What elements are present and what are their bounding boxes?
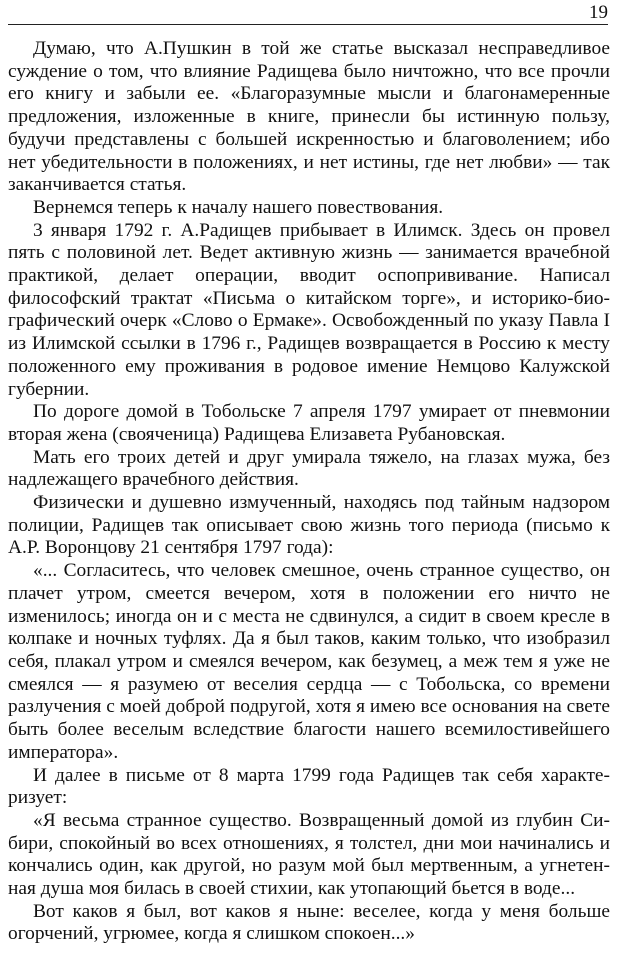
paragraph-letter-quote-1797: «... Согласитесь, что человек смешное, очень странное существо, он плачет утром, смеется вечером, хотя в положении его ничто не изменилось; иногда он и с места не сдвинулся, а сидит в своем кресле в колпаке и ночных туфлях. Да я был таков, каким только, что изобразил себя, плакал утром и смеялся вечером, как безумец, а меж тем я уже не смеялся — я разумею от веселия сердца — с Тобольска, со времени разлучения с моей доброй подругой, хотя я имею все основания на свете быть более веселым вследствие благости нашего всемилостивейшего императора». — [8, 560, 610, 763]
header-rule — [8, 24, 608, 25]
paragraph-letter-quote-ending: Вот каков я был, вот каков я ныне: веселее, когда у меня больше огорчений, угрюмее, когда я слишком спокоен...» — [8, 900, 610, 945]
paragraph-mother-of-children: Мать его троих детей и друг умирала тяжело, на глазах мужа, без надлежащего врачебного действия. — [8, 446, 610, 491]
paragraph-pushkin-opinion: Думаю, что А.Пушкин в той же статье высказал несправедливое суждение о том, что влияние Радищева было ничтожно, что все прочли его книгу и забыли ее. «Благоразумные мысли и благонамеренные предложения, изложенные в книге, принесли бы истинную пользу, будучи представлены с большей искренностью и благоволением; ибо нет убедительности в положениях, и нет истины, где нет любви» — так заканчивается статья. — [8, 38, 610, 196]
paragraph-return-to-story: Вернемся теперь к началу нашего повествования. — [33, 196, 444, 218]
paragraph-letter-intro-1799: И далее в письме от 8 марта 1799 года Радищев так себя характеризует: — [8, 764, 610, 809]
page-number: 19 — [589, 2, 608, 23]
paragraph-letter-intro-1797: Физически и душевно измученный, находясь под тайным надзором полиции, Радищев так описывает свою жизнь того периода (письмо к А.Р. Воронцову 21 сентября 1797 года): — [8, 492, 610, 559]
paragraph-letter-quote-1799: «Я весьма странное существо. Возвращенный домой из глубин Сибири, спокойный во всех отношениях, я толстел, дни мои начинались и кончались один, как другой, но разум мой был мертвенным, а угнетенная душа моя билась в своей стихии, как утопающий бьется в воде... — [8, 809, 610, 900]
paragraph-wife-death: По дороге домой в Тобольске 7 апреля 1797 умирает от пневмонии вторая жена (свояченица) Радищева Елизавета Рубановская. — [8, 401, 610, 445]
body-text — [8, 38, 610, 946]
paragraph-ilimsk-exile: 3 января 1792 г. А.Радищев прибывает в Илимск. Здесь он провел пять с половиной лет. Ведет активную жизнь — занимается врачебной практикой, делает операции, вводит оспопрививание. Написал философский трактат «Письма о китайском торге», и историко-биографический очерк «Слово о Ермаке». Освобожденный по указу Павла I из Илимской ссылки в 1796 г., Радищев возвращается в Россию к месту положенного ему проживания в родовое имение Немцово Калужской губернии. — [8, 219, 610, 400]
